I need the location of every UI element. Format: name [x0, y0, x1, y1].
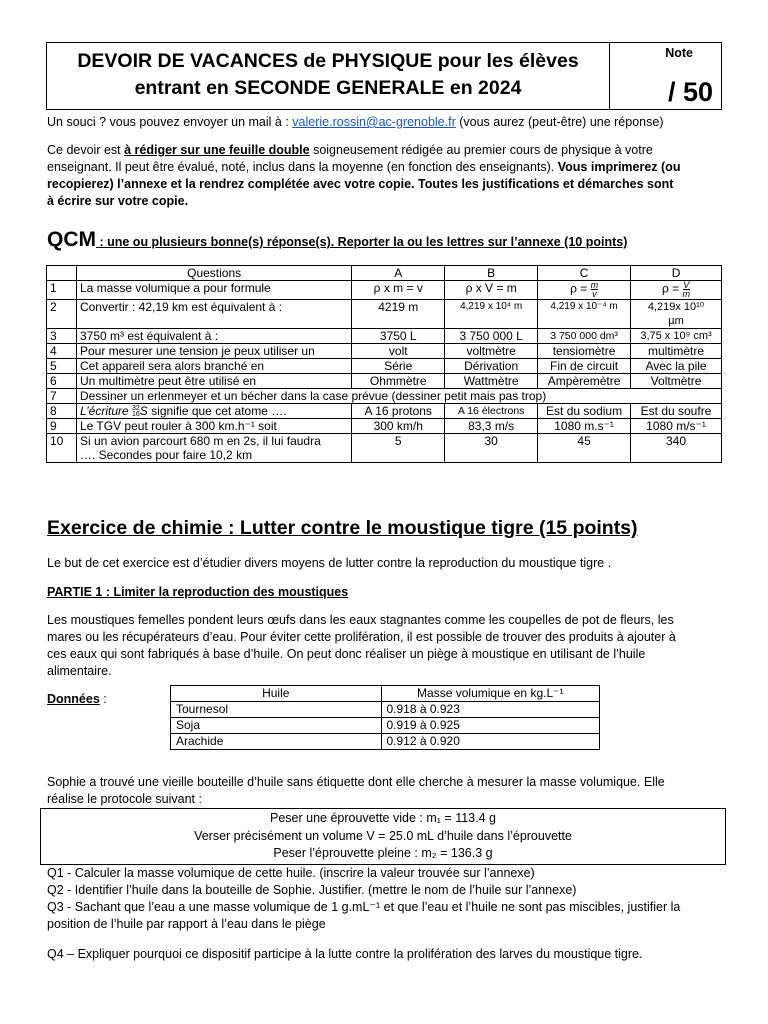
table-row [47, 359, 722, 374]
question-line: Si un avion parcourt 680 m en 2s, il lui faudra [79, 434, 321, 448]
question-number: 10 [47, 434, 77, 463]
document-title [47, 43, 610, 109]
element-symbol: S [139, 404, 148, 418]
partie-1-title: PARTIE 1 : Limiter la reproduction des moustiques [47, 585, 349, 599]
header-box [46, 42, 722, 110]
answer-d: ρ = $\frac{V}{m}$ [631, 281, 722, 300]
qcm-header-cell: Questions [76, 266, 351, 281]
question-number: 8 [47, 404, 77, 419]
donnees-label [47, 692, 107, 706]
question-text: Pour mesurer une tension je peux utiliser un [76, 344, 351, 359]
paragraph-line: ces eaux qui sont fabriqués à base d’huile. On peut donc réaliser un piège à moustique en utilisant de l’huile [47, 647, 646, 661]
question-q1: Q1 - Calculer la masse volumique de cette huile. (inscrire la valeur trouvée sur l’annexe) [47, 866, 535, 880]
answer-b: 4,219 x 10⁴ m [445, 300, 538, 329]
qcm-header-cell: D [631, 266, 722, 281]
oil-density: 0.919 à 0.925 [381, 718, 600, 734]
answer-b: Dérivation [445, 359, 538, 374]
qcm-subtitle: : une ou plusieurs bonne(s) réponse(s). Reporter la ou les lettres sur l’annexe (10 points) [96, 235, 628, 249]
answer-a: 5 [352, 434, 445, 463]
answer-c: Fin de circuit [538, 359, 631, 374]
contact-suffix: (vous aurez (peut-être) une réponse) [455, 115, 664, 129]
answer-c: Est du sodium [538, 404, 631, 419]
question-text: La masse volumique a pour formule [76, 281, 351, 300]
question-number: 6 [47, 374, 77, 389]
question-number: 5 [47, 359, 77, 374]
atomic-number: 16 [132, 410, 140, 418]
answer-b: Wattmètre [445, 374, 538, 389]
qcm-heading [47, 228, 737, 252]
oil-name: Tournesol [171, 702, 382, 718]
answer-a: A 16 protons [352, 404, 445, 419]
question-number: 4 [47, 344, 77, 359]
answer-c: Ampèremètre [538, 374, 631, 389]
answer-c: 1080 m.s⁻¹ [538, 419, 631, 434]
table-row [47, 374, 722, 389]
title-line-1: DEVOIR DE VACANCES de PHYSIQUE pour les élèves [77, 50, 579, 72]
question-number: 7 [47, 389, 77, 404]
answer-c: 45 [538, 434, 631, 463]
answer-a: ρ x m = v [352, 281, 445, 300]
exercise-title: Exercice de chimie : Lutter contre le moustique tigre (15 points) [47, 517, 638, 539]
sophie-paragraph [47, 774, 727, 808]
intro-paragraph [47, 142, 727, 210]
answer-a: 4219 m [352, 300, 445, 329]
partie-1-paragraph [47, 612, 727, 680]
question-text: Le TGV peut rouler à 300 km.h⁻¹ soit [76, 419, 351, 434]
answer-d: Est du soufre [631, 404, 722, 419]
question-q2: Q2 - Identifier l’huile dans la bouteille de Sophie. Justifier. (mettre le nom de l’huile sur l’annexe) [47, 883, 577, 897]
question-q3-cont: position de l’huile par rapport à l’eau dans le piège [47, 917, 326, 931]
note-value: / 50 [667, 77, 713, 107]
question-q3: Q3 - Sachant que l’eau a une masse volumique de 1 g.mL⁻¹ et que l’eau et l’huile ne sont pas miscibles, justifier la [47, 900, 681, 914]
question-text [76, 434, 351, 463]
question-text-part: signifie que cet atome …. [147, 404, 287, 418]
answer-a: 3750 L [352, 329, 445, 344]
protocol-box [40, 808, 726, 865]
table-row [47, 419, 722, 434]
answer-b: 30 [445, 434, 538, 463]
contact-line [47, 114, 727, 131]
question-number: 9 [47, 419, 77, 434]
table-row [47, 404, 722, 419]
answer-b: voltmètre [445, 344, 538, 359]
answer-b: A 16 électrons [445, 404, 538, 419]
question-number: 2 [47, 300, 77, 329]
answer-c: tensiomètre [538, 344, 631, 359]
answer-a: 300 km/h [352, 419, 445, 434]
donnees-colon: : [99, 692, 107, 706]
answer-d-line: 4,219x 10¹⁰ [647, 301, 705, 313]
mass-number: 32 [132, 404, 140, 412]
question-text: Un multimètre peut être utilisé en [76, 374, 351, 389]
paragraph-line: réalise le protocole suivant : [47, 792, 202, 806]
qcm-header-cell: A [352, 266, 445, 281]
answer-d: 3,75 x 10⁹ cm³ [631, 329, 722, 344]
intro-text: soigneusement rédigée au premier cours de physique à votre [309, 143, 653, 157]
question-text [76, 404, 351, 419]
answer-b: 83,3 m/s [445, 419, 538, 434]
answer-c: ρ = $\frac{m}{v}$ [538, 281, 631, 300]
intro-bold: recopierez) l’annexe et la rendrez complétée avec votre copie. Toutes les justifications et démarches sont [47, 177, 674, 191]
protocol-step: Peser l’éprouvette pleine : m₂ = 136.3 g [273, 846, 493, 860]
question-line: …. Secondes pour faire 10,2 km [79, 448, 253, 462]
question-text: Cet appareil sera alors branché en [76, 359, 351, 374]
table-row [171, 702, 600, 718]
intro-bold: à écrire sur votre copie. [47, 194, 189, 208]
oil-name: Arachide [171, 734, 382, 750]
oil-name: Soja [171, 718, 382, 734]
email-link[interactable]: valerie.rossin@ac-grenoble.fr [292, 115, 456, 129]
intro-text: enseignant. Il peut être évalué, noté, inclus dans la moyenne (en fonction des enseignants). [47, 160, 558, 174]
protocol-step: Peser une éprouvette vide : m₁ = 113.4 g [269, 811, 496, 825]
table-row [47, 344, 722, 359]
table-row [47, 281, 722, 300]
qcm-header-cell [47, 266, 77, 281]
qcm-header-cell: B [445, 266, 538, 281]
table-row [47, 389, 722, 404]
oil-density: 0.912 à 0.920 [381, 734, 600, 750]
question-text: Dessiner un erlenmeyer et un bécher dans la case prévue (dessiner petit mais pas trop) [76, 389, 721, 404]
answer-d [631, 300, 722, 329]
intro-text: Ce devoir est [47, 143, 125, 157]
answer-a: Série [352, 359, 445, 374]
qcm-table [46, 265, 722, 463]
paragraph-line: Les moustiques femelles pondent leurs œufs dans les eaux stagnantes comme les coupelles de pot de fleurs, les [47, 613, 674, 627]
answer-c: 4,219 x 10⁻⁴ m [538, 300, 631, 329]
qcm-header-row [47, 266, 722, 281]
protocol-step: Verser précisément un volume V = 25.0 mL d’huile dans l’éprouvette [194, 828, 572, 843]
note-label: Note [665, 46, 693, 60]
oil-density: 0.918 à 0.923 [381, 702, 600, 718]
isotope-numbers [132, 406, 140, 418]
paragraph-line: alimentaire. [47, 664, 112, 678]
answer-d: Avec la pile [631, 359, 722, 374]
table-header-cell: Huile [171, 686, 382, 702]
answer-a: Ohmmètre [352, 374, 445, 389]
intro-bold: Vous imprimerez (ou [557, 160, 681, 174]
paragraph-line: mares ou les récupérateurs d’eau. Pour éviter cette prolifération, il est possible de trouver des produits à ajouter à [47, 630, 676, 644]
table-header-row [171, 686, 600, 702]
table-row [47, 434, 722, 463]
exercise-goal: Le but de cet exercice est d’étudier divers moyens de lutter contre la reproduction du moustique tigre . [47, 556, 612, 570]
answer-d: multimètre [631, 344, 722, 359]
table-row [47, 300, 722, 329]
qcm-header-cell: C [538, 266, 631, 281]
table-row [47, 329, 722, 344]
donnees-text: Données [47, 692, 100, 706]
paragraph-line: Sophie a trouvé une vieille bouteille d’huile sans étiquette dont elle cherche à mesurer la masse volumique. Elle [47, 775, 665, 789]
answer-d: 340 [631, 434, 722, 463]
table-row [171, 718, 600, 734]
question-number: 3 [47, 329, 77, 344]
question-text: 3750 m³ est équivalent à : [76, 329, 351, 344]
question-q4: Q4 – Expliquer pourquoi ce dispositif participe à la lutte contre la prolifération des larves du moustique tigre. [47, 947, 643, 961]
table-row [171, 734, 600, 750]
intro-emphasis: à rédiger sur une feuille double [124, 143, 310, 157]
answer-b: 3 750 000 L [445, 329, 538, 344]
answer-b: ρ x V = m [445, 281, 538, 300]
answer-a: volt [352, 344, 445, 359]
questions-block [47, 865, 727, 933]
question-text: Convertir : 42,19 km est équivalent à : [76, 300, 351, 329]
contact-prefix: Un souci ? vous pouvez envoyer un mail à : [47, 115, 293, 129]
oil-data-table [170, 685, 600, 750]
question-number: 1 [47, 281, 77, 300]
answer-c: 3 750 000 dm³ [538, 329, 631, 344]
qcm-title: QCM [47, 228, 96, 251]
answer-d: 1080 m/s⁻¹ [631, 419, 722, 434]
table-header-cell: Masse volumique en kg.L⁻¹ [381, 686, 600, 702]
answer-d: Voltmètre [631, 374, 722, 389]
title-line-2: entrant en SECONDE GENERALE en 2024 [134, 77, 522, 99]
answer-d-line: µm [668, 315, 684, 327]
question-text-part: L’écriture [79, 404, 132, 418]
